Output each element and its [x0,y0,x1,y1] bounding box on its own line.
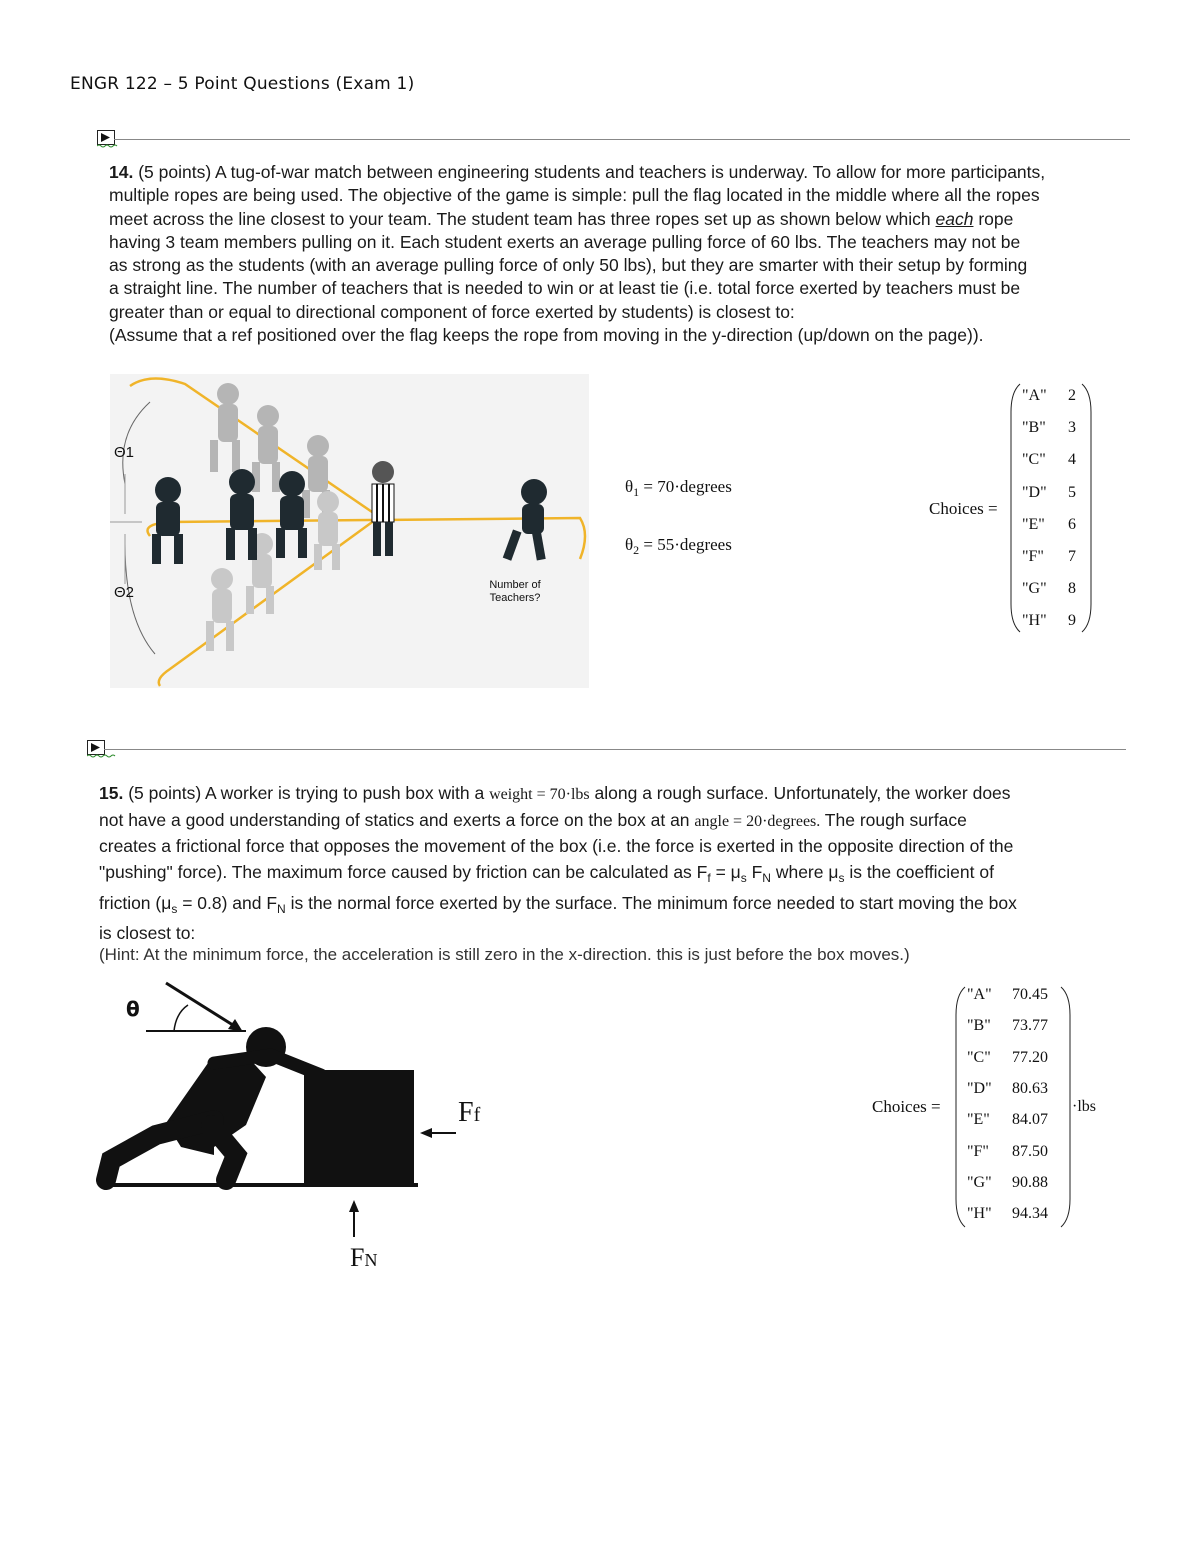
theta2-equation: $\theta_2$ = 55·degrees [625,535,732,557]
question-14-text [109,161,1139,347]
choice-key: "H" [967,1205,992,1223]
q14-line: a straight line. The number of teachers that is needed to win or at least tie (i.e. total force exerted by teachers must be [109,278,1021,299]
q14-emphasis: each [935,208,974,229]
caption-line: Number of [489,579,541,591]
q14-line: greater than or equal to directional component of force exerted by students) is closest to: [109,301,795,322]
choice-value: 87.50 [1012,1142,1048,1160]
caption-line: Teachers? [489,592,541,604]
q14-line: multiple ropes are being used. The objective of the game is simple: pull the flag located in the middle where all the ropes [109,185,1040,206]
theta1-figure-label: Θ1 [114,444,135,461]
choice-value: 4 [1068,451,1076,469]
friction-force-label: Ff [458,1097,481,1128]
q14-line: meet across the line closest to your team. The student team has three ropes set up as shown below which [109,208,931,229]
squiggle-icon [97,144,119,148]
choices-label: Choices = [872,1097,941,1116]
choice-key: "H" [1022,612,1047,630]
choice-value: 90.88 [1012,1173,1048,1191]
anchor-icon [97,130,115,145]
theta1-equation: $\theta_1$ = 70·degrees [625,477,732,499]
choices-label: Choices = [929,499,998,518]
choice-key: "G" [1022,580,1047,598]
q14-line: (Assume that a ref positioned over the flag keeps the rope from moving in the y-direction (up/down on the page)). [109,325,984,346]
choice-key: "F" [967,1142,989,1160]
choice-key: "B" [967,1017,991,1035]
question-number: 15. [99,783,124,803]
weight-value: weight = 70·lbs [489,786,590,803]
tug-of-war-figure [110,374,589,688]
normal-force-label: FN [350,1243,378,1272]
q14-line: (5 points) A tug-of-war match between engineering students and teachers is underway. To allow for more participants, [138,162,1046,182]
choice-value: 3 [1068,419,1076,437]
question-15-text: 15. (5 points) A worker is trying to push box with a weight = 70·lbs along a rough surface. Unfortunately, the worker does not have a good understanding of statics and exerts a force on the box at an angle = 20·degrees. The rough surface creates a frictional force that opposes the movement of the box (i.e. the force is exerted in the opposite direction of the "pushing" force). The maximum force caused by friction can be calculated as $F_f = \mu_s$ $F_N$ where $\mu_s$ is the coefficient of friction $(\mu_s = 0.8)$ and $F_N$ is the normal force exerted by the surface. The minimum force needed to start moving the box is closest to: (Hint: At the minimum force, the acceleration is still zero in the x-direction. this is just before the box moves.) [99,783,1017,964]
choice-value: 77.20 [1012,1048,1048,1066]
theta-figure-label: θ [126,997,140,1021]
divider [114,139,1130,140]
choice-key: "C" [967,1048,991,1066]
divider [104,749,1126,750]
box-push-figure [96,975,516,1285]
choice-value: 2 [1068,387,1076,404]
units-label: ·lbs [1072,1098,1096,1115]
choice-key: "D" [1022,483,1047,501]
choice-value: 8 [1068,580,1076,598]
choices-matrix [1010,382,1092,634]
choice-key: "A" [967,986,992,1003]
choice-key: "E" [967,1111,990,1129]
choice-value: 7 [1068,548,1076,565]
choice-key: "C" [1022,451,1046,469]
choice-key: "F" [1022,548,1044,565]
choice-value: 94.34 [1012,1205,1048,1223]
choice-value: 80.63 [1012,1079,1048,1097]
q14-line: rope [973,208,1014,229]
choice-key: "D" [967,1079,992,1097]
angle-value: angle = 20·degrees. [694,812,821,830]
choice-key: "A" [1022,387,1047,404]
choice-value: 70.45 [1012,986,1048,1003]
teachers-caption [480,579,550,605]
q14-line: as strong as the students (with an average pulling force of only 50 lbs), but they are smarter with their setup by forming [109,255,1028,276]
q14-line: having 3 team members pulling on it. Each student exerts an average pulling force of 60 lbs. The teachers may not be [109,231,1021,252]
anchor-icon [87,740,105,755]
choice-value: 84.07 [1012,1111,1048,1129]
choice-value: 9 [1068,612,1076,630]
choice-key: "B" [1022,419,1046,437]
choice-key: "E" [1022,515,1045,533]
page-header: ENGR 122 – 5 Point Questions (Exam 1) [70,74,415,94]
choices-matrix [955,985,1071,1229]
question-number: 14. [109,162,134,182]
choice-key: "G" [967,1173,992,1191]
choice-value: 6 [1068,515,1076,533]
theta2-figure-label: Θ2 [114,584,135,601]
choice-value: 73.77 [1012,1017,1048,1035]
squiggle-icon [87,754,117,758]
choice-value: 5 [1068,483,1076,501]
